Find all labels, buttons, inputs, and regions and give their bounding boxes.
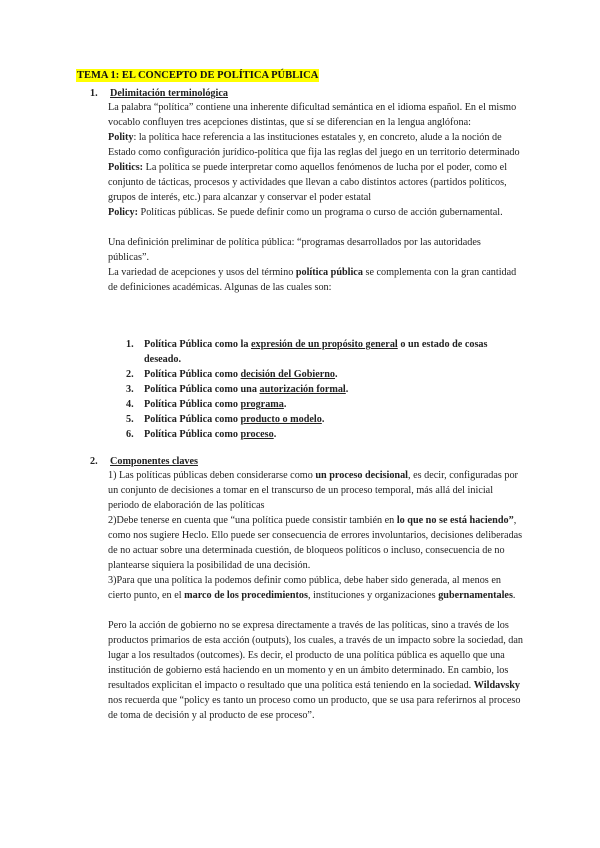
list-item-underlined: expresión de un propósito general: [250, 339, 398, 350]
section-2-number: 2.: [90, 456, 98, 467]
variety-term: política pública: [295, 267, 363, 278]
component-3-text: 3)Para que una política la podemos definir como pública, debe haber sido generada, al menos en cierto punto, en el: [108, 575, 501, 601]
list-item: [126, 382, 526, 397]
variety-paragraph: [108, 265, 523, 295]
component-2-paragraph: [108, 513, 523, 573]
list-item-suffix: o un estado de cosas deseado.: [144, 339, 488, 365]
section-1-body: [108, 100, 523, 295]
list-item-underlined: producto o modelo: [240, 414, 322, 425]
component-1-paragraph: [108, 468, 523, 513]
component-3-text-post: .: [512, 590, 516, 601]
def-politics-text: La política se puede interpretar como aquellos fenómenos de lucha por el poder, como el conjunto de tácticas, procesos y actividades que llevan a cabo distintos actores (partidos políticos, grupos de interés, etc.) para alcanzar y conservar el poder estatal: [108, 162, 508, 203]
component-1-bold: un proceso decisional: [315, 470, 409, 481]
intro-paragraph: La palabra “política” contiene una inherente dificultad semántica en el idioma español. En el mismo vocablo confluyen tres acepciones distintas, que sí se diferencian en la lengua anglófona:: [108, 102, 517, 128]
list-item-text: Política Pública como: [144, 369, 241, 380]
definitions-list: [126, 337, 526, 442]
list-item-number: 5.: [126, 414, 134, 425]
section-2-title: Componentes claves: [110, 456, 199, 467]
def-policy-text: Políticas públicas. Se puede definir como un programa o curso de acción gubernamental.: [138, 207, 503, 218]
list-item-suffix: .: [335, 369, 338, 380]
list-item-text: Política Pública como la: [144, 339, 251, 350]
variety-text-pre: La variedad de acepciones y usos del término: [108, 267, 296, 278]
def-policy: [108, 205, 523, 220]
outputs-text-post: nos recuerda que “policy es tanto un proceso como un producto, que se usa para referirnos al proceso de toma de decisión y al producto de ese proceso”.: [108, 695, 521, 721]
author-name: Wildavsky: [473, 680, 521, 691]
component-3-bold: marco de los procedimientos: [184, 590, 308, 601]
list-item-number: 3.: [126, 384, 134, 395]
def-policy-term: Policy:: [108, 207, 138, 218]
def-polity-term: Polity: [108, 132, 134, 143]
list-item: [126, 397, 526, 412]
list-item-underlined: decisión del Gobierno: [240, 369, 336, 380]
component-3-text-mid: , instituciones y organizaciones: [307, 590, 439, 601]
list-item: [126, 367, 526, 382]
component-3-paragraph: [108, 573, 523, 603]
def-politics-term: Politics:: [108, 162, 144, 173]
list-item-underlined: autorización formal: [259, 384, 346, 395]
list-item-suffix: .: [283, 399, 287, 410]
def-polity-text: : la política hace referencia a las instituciones estatales y, en concreto, alude a la noción de Estado como configuración jurídico-política que fija las reglas del juego en un territorio determinado: [108, 132, 520, 158]
list-item-text: Política Pública como una: [144, 384, 260, 395]
component-1-text-post: , es decir, configuradas por un conjunto de decisiones a tomar en el transcurso de un proceso temporal, más allá del inicial periodo de elaboración de las políticas: [108, 470, 518, 511]
list-item-text: Política Pública como: [144, 399, 241, 410]
component-2-text-post: , como nos sugiere Heclo. Ello puede ser consecuencia de errores involuntarios, decisiones deliberadas de no actuar sobre una determinada cuestión, de bloqueos políticos o incluso, consecuencia de no plantearse siquiera la posibilidad de una decisión.: [108, 515, 523, 571]
list-item-underlined: proceso: [240, 429, 274, 440]
section-2-body: [108, 468, 523, 723]
list-item-suffix: .: [345, 384, 349, 395]
component-1-text: 1) Las políticas públicas deben considerarse como: [108, 470, 316, 481]
component-2-text: 2)Debe tenerse en cuenta que “una política puede consistir también en: [108, 515, 397, 526]
list-item-suffix: .: [273, 429, 277, 440]
list-item-number: 6.: [126, 429, 134, 440]
preliminary-definition: Una definición preliminar de política pública: “programas desarrollados por las autoridades públicas”.: [108, 237, 481, 263]
list-item: [126, 337, 526, 367]
section-1-title: Delimitación terminológica: [110, 88, 228, 99]
outputs-outcomes-paragraph: [108, 618, 523, 723]
list-item-text: Política Pública como: [144, 429, 241, 440]
section-1-number: 1.: [90, 88, 98, 99]
list-item-suffix: .: [321, 414, 325, 425]
list-item: [126, 427, 526, 442]
list-item-number: 2.: [126, 369, 134, 380]
def-politics: [108, 160, 523, 205]
list-item-number: 4.: [126, 399, 134, 410]
component-2-bold: lo que no se está haciendo”: [396, 515, 514, 526]
variety-text-post: se complementa con la gran cantidad de definiciones académicas. Algunas de las cuales son:: [108, 267, 517, 293]
list-item-underlined: programa: [240, 399, 284, 410]
document-title: TEMA 1: EL CONCEPTO DE POLÍTICA PÚBLICA: [77, 70, 319, 81]
outputs-text: Pero la acción de gobierno no se expresa directamente a través de las políticas, sino a través de los productos primarios de esta acción (outputs), los cuales, a través de un impacto sobre la sociedad, dan lugar a los resultados (outcomes). Es decir, el producto de una política pública es aquello que una institución de gobierno está haciendo en un momento y en un ámbito determinado. En cambio, los resultados explicitan el impacto o resultado que una política está teniendo en la sociedad.: [108, 620, 524, 691]
list-item-number: 1.: [126, 339, 134, 350]
list-item: [126, 412, 526, 427]
list-item-text: Política Pública como: [144, 414, 241, 425]
component-3-bold-2: gubernamentales: [438, 590, 513, 601]
def-polity: [108, 130, 523, 160]
